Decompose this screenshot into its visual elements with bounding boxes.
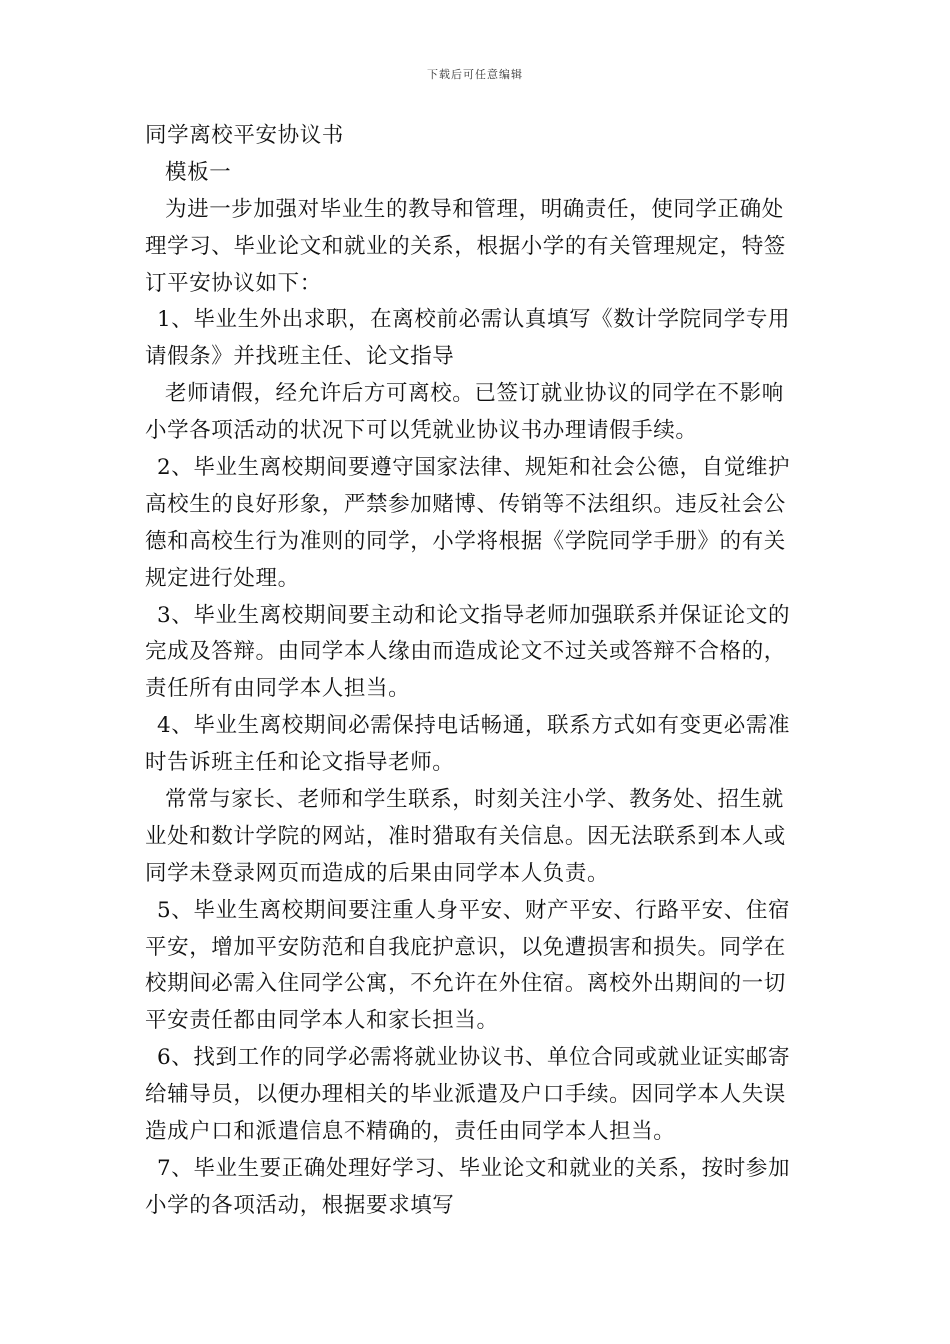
document-line: 完成及答辩。由同学本人缘由而造成论文不过关或答辩不合格的，: [145, 639, 786, 665]
document-line: 模板一: [165, 159, 232, 185]
document-line: 理学习、毕业论文和就业的关系，根据小学的有关管理规定，特签: [145, 233, 786, 259]
document-line: 4、毕业生离校期间必需保持电话畅通，联系方式如有变更必需准: [157, 713, 791, 739]
document-line: 规定进行处理。: [145, 565, 300, 591]
document-line: 1、毕业生外出求职，在离校前必需认真填写《数计学院同学专用: [157, 307, 791, 333]
document-line: 小学各项活动的状况下可以凭就业协议书办理请假手续。: [145, 418, 698, 444]
document-line: 业处和数计学院的网站，准时猎取有关信息。因无法联系到本人或: [145, 823, 786, 849]
document-line: 责任所有由同学本人担当。: [145, 676, 411, 702]
document-line: 平安，增加平安防范和自我庇护意识，以免遭损害和损失。同学在: [145, 934, 786, 960]
document-line: 常常与家长、老师和学生联系，时刻关注小学、教务处、招生就: [165, 787, 784, 813]
document-line: 高校生的良好形象，严禁参加赌博、传销等不法组织。违反社会公: [145, 491, 786, 517]
document-line: 7、毕业生要正确处理好学习、毕业论文和就业的关系，按时参加: [157, 1155, 791, 1181]
document-line: 德和高校生行为准则的同学，小学将根据《学院同学手册》的有关: [145, 528, 786, 554]
document-line: 6、找到工作的同学必需将就业协议书、单位合同或就业证实邮寄: [157, 1045, 791, 1071]
document-line: 给辅导员，以便办理相关的毕业派遣及户口手续。因同学本人失误: [145, 1082, 786, 1108]
document-line: 为进一步加强对毕业生的教导和管理，明确责任，使同学正确处: [165, 196, 784, 222]
document-line: 3、毕业生离校期间要主动和论文指导老师加强联系并保证论文的: [157, 602, 791, 628]
document-line: 5、毕业生离校期间要注重人身平安、财产平安、行路平安、住宿: [157, 897, 791, 923]
document-line: 造成户口和派遣信息不精确的，责任由同学本人担当。: [145, 1119, 676, 1145]
document-line: 2、毕业生离校期间要遵守国家法律、规矩和社会公德，自觉维护: [157, 455, 791, 481]
document-line: 订平安协议如下：: [145, 270, 322, 296]
page-header-note: 下载后可任意编辑: [427, 68, 523, 81]
document-line: 小学的各项活动，根据要求填写: [145, 1192, 455, 1218]
document-line: 请假条》并找班主任、论文指导: [145, 344, 455, 370]
document-body: [145, 118, 817, 1225]
document-line: 时告诉班主任和论文指导老师。: [145, 750, 455, 776]
document-line: 同学未登录网页而造成的后果由同学本人负责。: [145, 860, 610, 886]
document-title: 同学离校平安协议书: [145, 123, 344, 148]
document-line: 校期间必需入住同学公寓，不允许在外住宿。离校外出期间的一切: [145, 971, 786, 997]
document-line: 老师请假，经允许后方可离校。已签订就业协议的同学在不影响: [165, 381, 784, 407]
document-line: 平安责任都由同学本人和家长担当。: [145, 1008, 499, 1034]
